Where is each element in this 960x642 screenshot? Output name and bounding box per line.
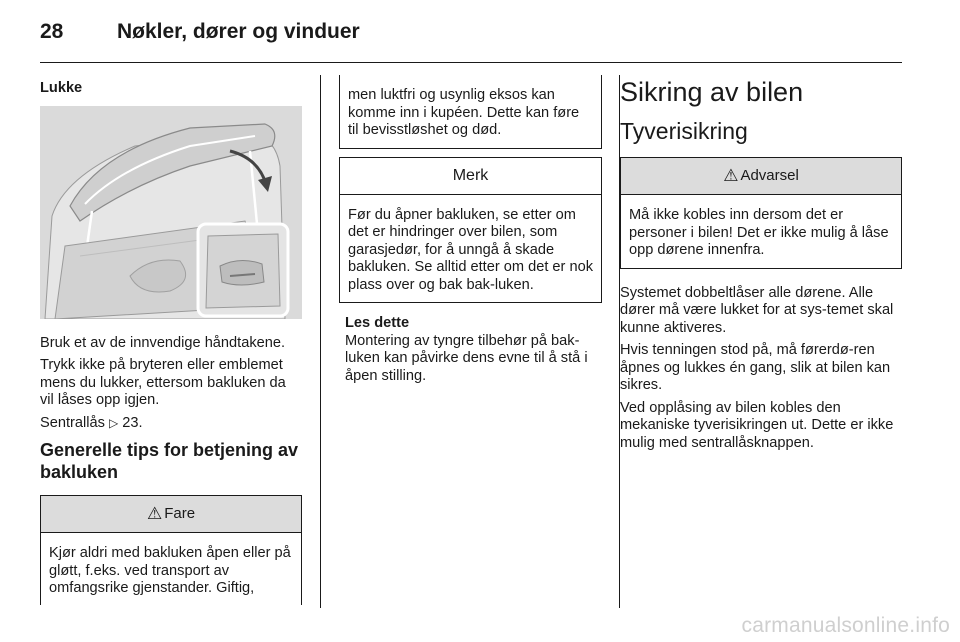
warning-box-text: Må ikke kobles inn dersom det er personer i bilen! Det er ikke mulig å låse opp dørene innenfra. — [629, 207, 889, 258]
column-divider — [320, 75, 321, 608]
section-subtitle: Tyverisikring — [620, 118, 748, 144]
warning-triangle-icon: ⚠ — [146, 504, 163, 524]
reference-label: Sentrallås — [40, 414, 105, 431]
paragraph: Trykk ikke på bryteren eller emblemet mens du lukker, ettersom bakluken da vil låses opp igjen. — [40, 357, 286, 408]
paragraph: Hvis tenningen stod på, må førerdø-ren åpnes og lukkes én gang, slik at bilen kan sikres. — [620, 342, 891, 393]
section-heading: Generelle tips for betjening av bakluken — [40, 440, 299, 482]
warning-box-header — [621, 158, 901, 195]
note-box-title: Merk — [340, 158, 601, 195]
note-box — [339, 157, 602, 304]
danger-box-text: Kjør aldri med bakluken åpen eller på gløtt, f.eks. ved transport av omfangsrike gjenstander. Giftig, — [49, 545, 291, 596]
danger-box-header — [41, 496, 301, 533]
warning-triangle-icon: ⚠ — [723, 166, 739, 186]
warning-box — [620, 157, 902, 269]
read-this-note — [339, 315, 602, 385]
column-middle — [339, 75, 602, 385]
page-ref-icon: ▷ — [108, 415, 119, 430]
section-heading-lukke: Lukke — [40, 80, 83, 96]
read-this-text: Montering av tyngre tilbehør på bak-luken kan påvirke dens evne til å stå i åpen stilling. — [345, 332, 588, 384]
tailgate-illustration — [40, 106, 302, 319]
paragraph: Ved opplåsing av bilen kobles den mekaniske tyverisikringen ut. Dette er ikke mulig med sentrallåsknappen. — [620, 399, 894, 451]
danger-box-continued-text: men luktfri og usynlig eksos kan komme inn i kupéen. Dette kan føre til bevisstløshet og død. — [348, 87, 580, 138]
column-right — [620, 75, 902, 457]
danger-box — [40, 495, 302, 605]
paragraph: Systemet dobbeltlåser alle dørene. Alle dører må være lukket for at sys-temet skal kunne aktiveres. — [620, 284, 894, 336]
tailgate-drawing — [40, 106, 302, 319]
header-rule — [40, 62, 902, 63]
page-number: 28 — [40, 20, 64, 43]
watermark: carmanualsonline.info — [741, 614, 950, 637]
chapter-title: Nøkler, dører og vinduer — [117, 20, 360, 43]
danger-box-continued — [339, 75, 602, 149]
column-left — [40, 80, 302, 605]
page-reference: 23. — [122, 414, 143, 431]
note-box-text: Før du åpner bakluken, se etter om det er hindringer over bilen, som garasjedør, for å unngå å skade bakluken. Se alltid etter om det er nok plass over og bak bak-luken. — [348, 206, 593, 293]
section-title: Sikring av bilen — [620, 77, 804, 107]
paragraph: Bruk et av de innvendige håndtakene. — [40, 334, 286, 351]
warning-box-title: Advarsel — [740, 167, 799, 185]
cross-reference[interactable] — [40, 415, 302, 433]
danger-box-title: Fare — [164, 505, 196, 523]
read-this-heading: Les dette — [345, 315, 410, 331]
